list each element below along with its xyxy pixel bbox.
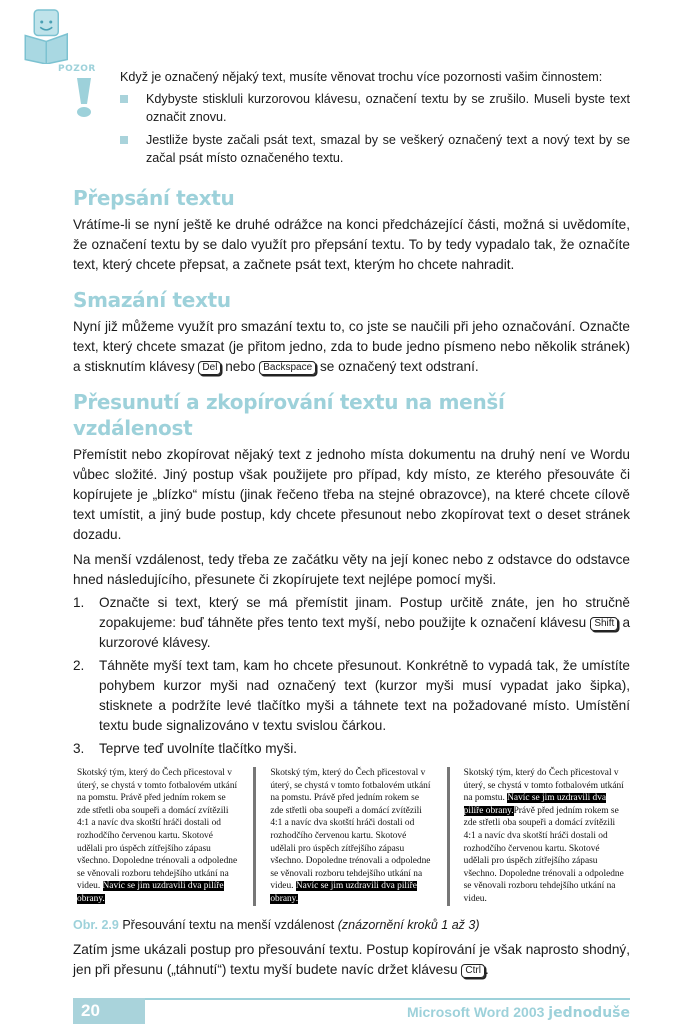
figure-divider — [447, 767, 450, 906]
paragraph: Na menší vzdálenost, tedy třeba ze začátku věty na její konec nebo z odstavce do odstavce hned následujícího, přesunete či zkopírujete text nejlépe pomocí myši. — [73, 552, 630, 587]
figure-caption: Obr. 2.9 Přesouvání textu na menší vzdálenost (znázornění kroků 1 až 3) — [73, 917, 480, 932]
paragraph: Vrátíme-li se nyní ještě ke druhé odrážce na konci předcházející části, možná si uvědomíte, že označení textu by se dalo využít pro přepsání textu. To by tedy vypadalo tak, že označíte text, který chcete přepsat, a začnete psát text, kterým ho chcete nahradit. — [73, 217, 630, 272]
figure-panel-step2: Skotský tým, který do Čech přicestoval v úterý, se chystá v tomto fotbalovém utkání na pomstu. Právě před jedním rokem se zde střetli oba soupeři a domácí zvítězili 4:1 a navíc dva skotští hráči dostali od rozhodčího červenou kartu. Skotové udělali pro úspěch zítřejšího zápasu všechno. Dopoledne trénovali a odpoledne se věnovali rozboru tehdejšího utkání na videu. Navíc se jim uzdravili dva pilíře obrany. — [270, 768, 431, 904]
paragraph: Nyní již můžeme využít pro smazání textu to, co jste se naučili při jeho označování. Označte text, který chcete smazat (je přitom jedno, zda to bude jedno písmeno nebo několik stránek) a stisknutím klávesy Del nebo Backspace se označený text odstraní. — [73, 319, 630, 374]
key-shift: Shift — [590, 617, 618, 631]
step-item: 3. Teprve teď uvolníte tlačítko myši. — [73, 741, 297, 756]
key-ctrl: Ctrl — [461, 964, 485, 978]
page-content — [73, 0, 630, 1028]
paragraph: Zatím jsme ukázali postup pro přesouvání textu. Postup kopírování je však naprosto shodný, jen při přesunu („táhnutí“) textu myší budete navíc držet klávesu Ctrl . — [73, 941, 630, 977]
warning-note — [120, 0, 630, 167]
selected-text: Navíc se jim uzdravili dva pilíře obrany. — [77, 881, 224, 904]
pozor-badge: POZOR — [58, 64, 96, 74]
footer — [73, 998, 630, 1028]
figure-panel-step1: Skotský tým, který do Čech přicestoval v úterý, se chystá v tomto fotbalovém utkání na pomstu. Právě před jedním rokem se zde střetli oba soupeři a domácí zvítězili 4:1 a navíc dva skotští hráči dostali od rozhodčího červenou kartu. Skotové udělali pro úspěch zítřejšího zápasu všechno. Dopoledne trénovali a odpoledne se věnovali rozboru tehdejšího utkání na videu. Navíc se jim uzdravili dva pilíře obrany. — [77, 768, 238, 904]
bullet-icon — [120, 95, 128, 103]
key-backspace: Backspace — [259, 361, 316, 375]
note-bullet: Kdybyste stiskluli kurzorovou klávesu, označení textu by se zrušilo. Museli byste text označit znovu. — [120, 90, 630, 126]
note-bullet: Jestliže byste začali psát text, smazal by se veškerý označený text a nový text by se začal psát místo označeného textu. — [120, 131, 630, 167]
key-del: Del — [198, 361, 221, 375]
selected-text: Navíc se jim uzdravili dva pilíře obrany. — [270, 881, 417, 904]
book-title: Microsoft Word 2003 jednoduše — [406, 1003, 630, 1021]
section-heading: Přesunutí a zkopírování textu na menší vzdálenost — [73, 390, 505, 440]
figure-divider — [253, 767, 256, 906]
figure — [73, 767, 630, 906]
selected-text: Navíc se jim uzdravili dva pilíře obrany. — [463, 793, 607, 816]
bullet-icon — [120, 136, 128, 144]
section-heading: Přepsání textu — [73, 186, 235, 210]
figure-panel-step3: Skotský tým, který do Čech přicestoval v úterý, se chystá v tomto fotbalovém utkání na pomstu. Navíc se jim uzdravili dva pilíře obrany.Právě před jedním rokem se zde střetli oba soupeři a domácí zvítězili 4:1 a navíc dva skotští hráči dostali od rozhodčího červenou kartu. Skotové udělali pro úspěch zítřejšího zápasu všechno. Dopoledne trénovali a odpoledne se věnovali rozboru tehdejšího utkání na videu. — [463, 768, 624, 904]
section-heading: Smazání textu — [73, 288, 231, 312]
note-intro: Když je označený nějaký text, musíte věnovat trochu více pozornosti vašim činnostem: — [120, 70, 603, 84]
step-item: 1. Označte si text, který se má přemístit jinam. Postup určitě znáte, jen ho stručně zopakujeme: buď táhněte přes tento text myší, nebo použijte k označení klávesu Shift a kurzorové klávesy. — [73, 595, 631, 650]
section-body — [73, 445, 630, 759]
mascot-reading-icon — [12, 4, 82, 64]
page-number: 20 — [73, 998, 145, 1024]
paragraph: Přemístit nebo zkopírovat nějaký text z jednoho místa dokumentu na druhý není ve Wordu vůbec složité. Jiný postup však použijete pro případ, kdy místo, ze kterého přesouváte či kopírujete je „blízko“ místu (jinak řečeno třeba na stejné obrazovce), na které chcete cílově text umístit, a jiný bude postup, kdy chcete přesunout nebo zkopírovat text o deset stránek dozadu. — [73, 447, 630, 542]
step-item: 2. Táhněte myší text tam, kam ho chcete přesunout. Konkrétně to vypadá tak, že umístíte pohybem kurzor myši nad označený text (kurzor myši musí vypadat jako šipka), stisknete a podržíte levé tlačítko myši a táhnete text na požadované místo. Umístění textu bude signalizováno v textu svislou čárkou. — [73, 658, 630, 733]
